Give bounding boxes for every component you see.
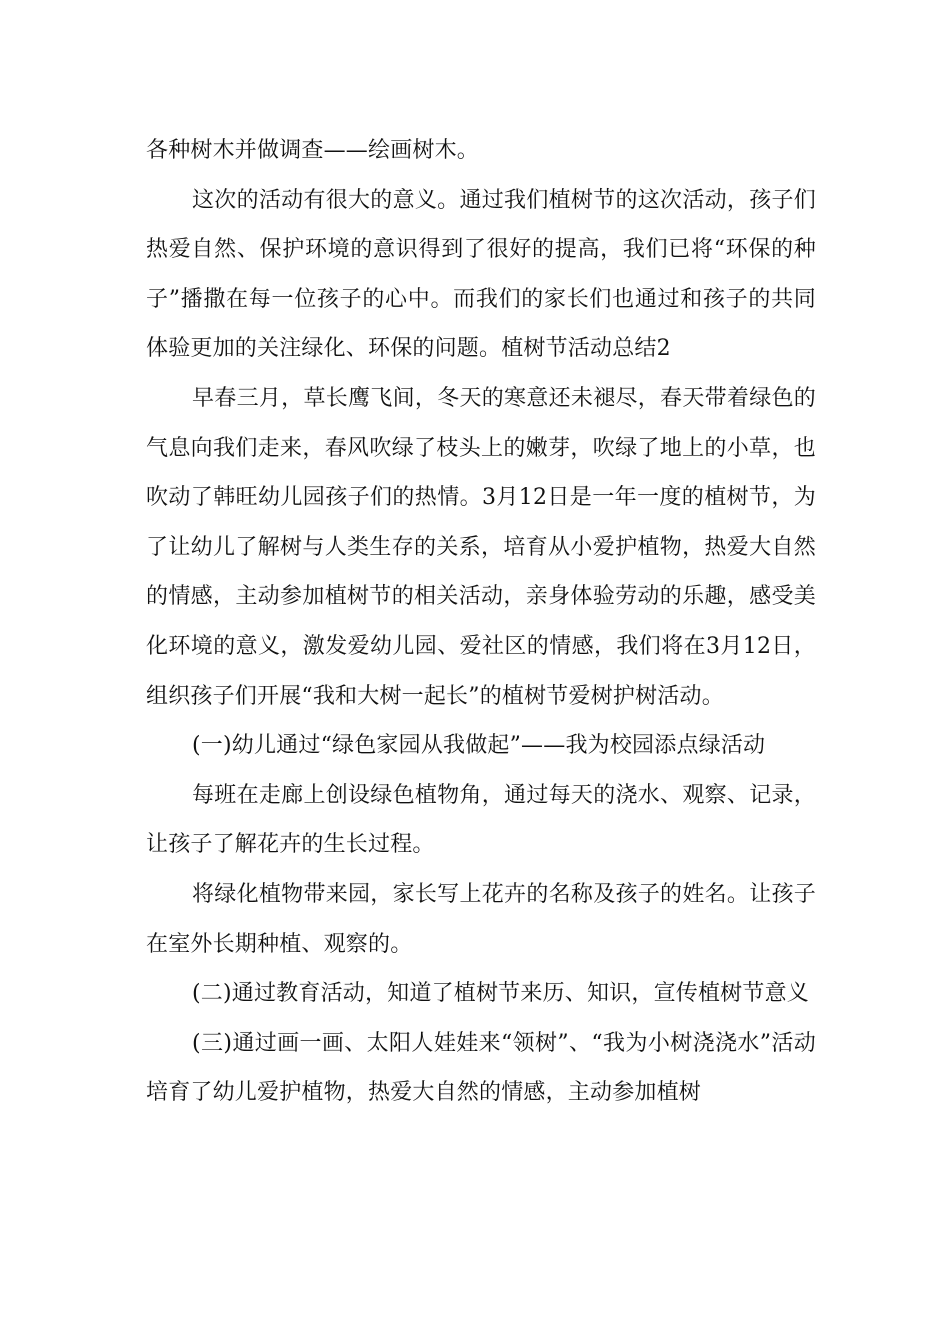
section-heading-3: (三)通过画一画、太阳人娃娃来“领树”、“我为小树浇浇水”活动培育了幼儿爱护植物，热爱大自然的情感，主动参加植树 xyxy=(146,1030,816,1106)
paragraph-plant-corner: 每班在走廊上创设绿色植物角，通过每天的浇水、观察、记录，让孩子了解花卉的生长过程。 xyxy=(146,782,816,858)
section-heading-2: (二)通过教育活动，知道了植树节来历、知识，宣传植树节意义 xyxy=(192,981,809,1007)
paragraph-bring-plants: 将绿化植物带来园，家长写上花卉的名称及孩子的姓名。让孩子在室外长期种植、观察的。 xyxy=(146,881,816,957)
paragraph-significance: 这次的活动有很大的意义。通过我们植树节的这次活动，孩子们热爱自然、保护环境的意识得到了很好的提高，我们已将“环保的种子”播撒在每一位孩子的心中。而我们的家长们也通过和孩子的共同体验更加的关注绿化、环保的问题。植树节活动总结2 xyxy=(146,187,816,362)
paragraph-continuation: 各种树木并做调查——绘画树木。 xyxy=(146,138,480,163)
section-heading-1: (一)幼儿通过“绿色家园从我做起”——我为校园添点绿活动 xyxy=(192,733,766,759)
paragraph-early-spring: 早春三月，草长鹰飞间，冬天的寒意还未褪尽，春天带着绿色的气息向我们走来，春风吹绿了枝头上的嫩芽，吹绿了地上的小草，也吹动了韩旺幼儿园孩子们的热情。3月12日是一年一度的植树节，为了让幼儿了解树与人类生存的关系，培育从小爱护植物，热爱大自然的情感，主动参加植树节的相关活动，亲身体验劳动的乐趣，感受美化环境的意义，激发爱幼儿园、爱社区的情感，我们将在3月12日，组织孩子们开展“我和大树一起长”的植树节爱树护树活动。 xyxy=(146,385,816,709)
document-body xyxy=(146,126,816,1118)
